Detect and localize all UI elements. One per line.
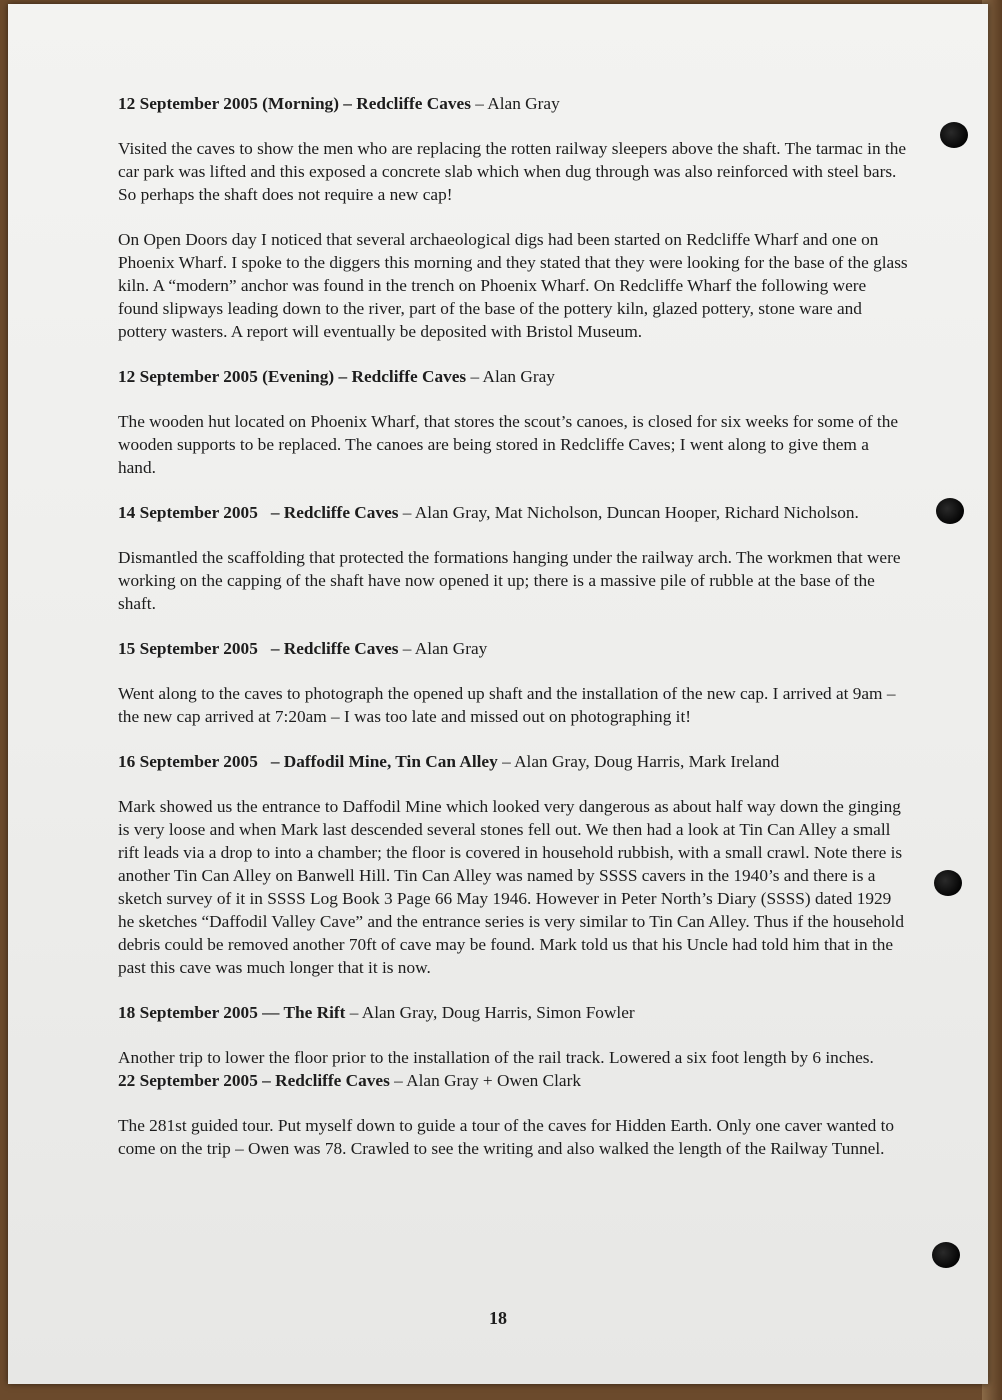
entry-paragraph: The 281st guided tour. Put myself down to guide a tour of the caves for Hidden Earth. Only one caver wanted to come on the trip – Owen was 78. Crawled to see the writing and also walked the length of the Railway Tunnel. <box>118 1116 895 1158</box>
punch-hole-icon <box>936 498 964 524</box>
entry-location: – Redcliffe Caves <box>338 367 467 386</box>
entry-paragraph: On Open Doors day I noticed that several archaeological digs had been started on Redcliffe Wharf and one on Phoenix Wharf. I spoke to the diggers this morning and they stated that they were looking for the base of the glass kiln. A “modern” anchor was found in the trench on Phoenix Wharf. On Redcliffe Wharf the following were found slipways leading down to the river, part of the base of the pottery kiln, glazed pottery, stone ware and pottery wasters. A report will eventually be deposited with Bristol Museum. <box>118 230 908 341</box>
entry-people: – Alan Gray, Doug Harris, Simon Fowler <box>345 1003 635 1022</box>
entry-heading <box>118 365 908 388</box>
entry-date: 12 September 2005 (Evening) <box>118 367 335 386</box>
entry-date: 12 September 2005 (Morning) <box>118 94 339 113</box>
entry-date: 15 September 2005 <box>118 639 258 658</box>
entry-people: – Alan Gray + Owen Clark <box>389 1071 581 1090</box>
entry-paragraph: Mark showed us the entrance to Daffodil Mine which looked very dangerous as about half way down the ginging is very loose and when Mark last descended several stones fell out. We then had a look at Tin Can Alley a small rift leads via a drop to into a chamber; the floor is covered in household rubbish, with a small crawl. Note there is another Tin Can Alley on Banwell Hill. Tin Can Alley was named by SSSS cavers in the 1940’s and there is a sketch survey of it in SSSS Log Book 3 Page 66 May 1946. However in Peter North’s Diary (SSSS) dated 1929 he sketches “Daffodil Valley Cave” and the entrance series is very similar to Tin Can Alley. Thus if the household debris could be removed another 70ft of cave may be found. Mark told us that his Uncle had told him that in the past this cave was much longer that it is now. <box>118 797 904 977</box>
entry-paragraph: The wooden hut located on Phoenix Wharf, that stores the scout’s canoes, is closed for six weeks for some of the wooden supports to be replaced. The canoes are being stored in Redcliffe Caves; I went along to give them a hand. <box>118 412 899 477</box>
entry-people: – Alan Gray <box>466 367 555 386</box>
page-number: 18 <box>489 1308 507 1328</box>
entry-heading <box>118 750 908 773</box>
log-content <box>118 92 908 1160</box>
entry-location: — The Rift <box>262 1003 346 1022</box>
entry-paragraph: Went along to the caves to photograph the opened up shaft and the installation of the new cap. I arrived at 9am – the new cap arrived at 7:20am – I was too late and missed out on photographing it! <box>118 684 896 726</box>
entry-paragraph: Another trip to lower the floor prior to the installation of the rail track. Lowered a six foot length by 6 inches. <box>118 1048 874 1067</box>
entry-people: – Alan Gray <box>470 94 560 113</box>
entry-paragraph: Visited the caves to show the men who are replacing the rotten railway sleepers above the shaft. The tarmac in the car park was lifted and this exposed a concrete slab which when dug through was also reinforced with steel bars. So perhaps the shaft does not require a new cap! <box>118 139 907 204</box>
entry-people: – Alan Gray, Doug Harris, Mark Ireland <box>497 752 780 771</box>
entry-date: 14 September 2005 <box>118 503 258 522</box>
punch-hole-icon <box>932 1242 960 1268</box>
entry-location: – Redcliffe Caves <box>262 1071 390 1090</box>
punch-hole-icon <box>934 870 962 896</box>
entry-people: – Alan Gray <box>398 639 488 658</box>
document-page <box>8 4 988 1384</box>
entry-people: – Alan Gray, Mat Nicholson, Duncan Hooper, Richard Nicholson. <box>398 503 859 522</box>
entry-heading <box>118 1069 908 1092</box>
entry-heading <box>118 1001 908 1024</box>
entry-location: – Redcliffe Caves <box>270 503 399 522</box>
entry-location: – Daffodil Mine, Tin Can Alley <box>270 752 498 771</box>
entry-location: – Redcliffe Caves <box>270 639 399 658</box>
entry-location: – Redcliffe Caves <box>343 94 471 113</box>
entry-date: 16 September 2005 <box>118 752 258 771</box>
entry-paragraph: Dismantled the scaffolding that protected the formations hanging under the railway arch. The workmen that were working on the capping of the shaft have now opened it up; there is a massive pile of rubble at the base of the shaft. <box>118 548 901 613</box>
entry-heading <box>118 637 908 660</box>
entry-heading <box>118 501 908 524</box>
entry-heading <box>118 92 908 115</box>
entry-date: 18 September 2005 <box>118 1003 258 1022</box>
punch-hole-icon <box>940 122 968 148</box>
entry-date: 22 September 2005 <box>118 1071 258 1090</box>
